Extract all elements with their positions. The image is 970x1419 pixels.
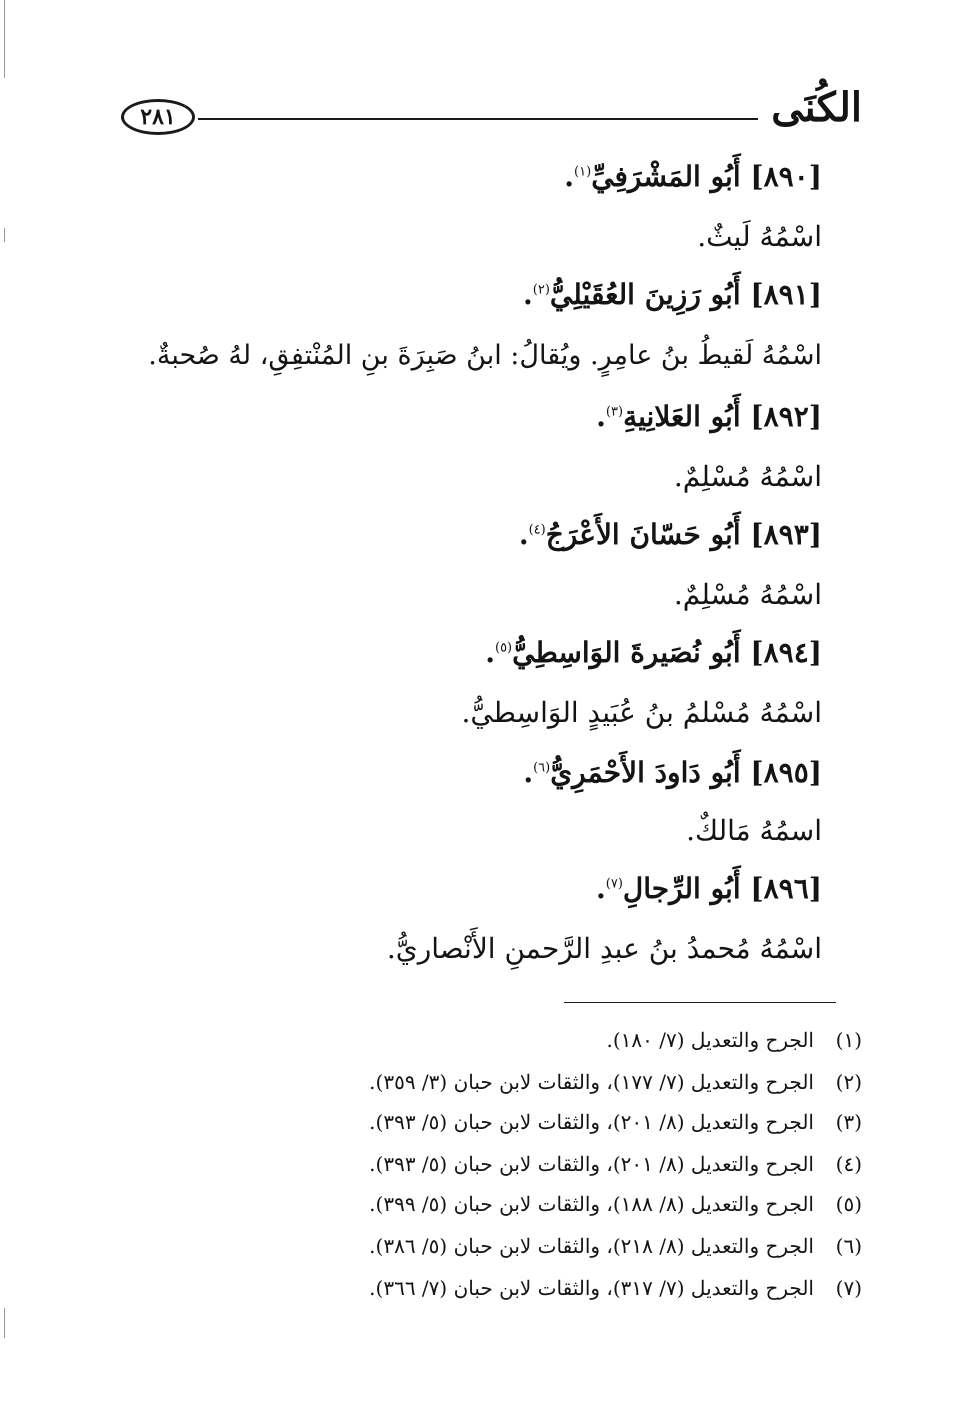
entry-body: اسْمُهُ مُسْلمُ بنُ عُبَيدٍ الوَاسِطيُّ.	[461, 696, 822, 729]
entry-heading-end: .	[564, 160, 575, 193]
entry-body: اسْمُهُ مُسْلِمٌ.	[673, 578, 822, 611]
entry-heading-end: .	[518, 518, 529, 551]
entry-heading	[523, 278, 822, 312]
entry-heading-text: [٨٩٤] أَبُو نُصَيرةَ الوَاسِطِيُّ	[512, 636, 822, 669]
footnote	[369, 1276, 862, 1300]
entry-body: اسْمُهُ لَيثٌ.	[697, 220, 822, 253]
footnote-number: (٦)	[835, 1234, 862, 1258]
footnote-ref: (٤)	[528, 522, 546, 538]
entry-heading	[485, 636, 822, 670]
footnote-number: (٣)	[835, 1110, 862, 1134]
footnote-ref: (٦)	[533, 760, 551, 776]
footnote-text: الجرح والتعديل (٧/ ١٨٠).	[606, 1028, 814, 1052]
footnote-text: الجرح والتعديل (٨/ ١٨٨)، والثقات لابن حبان (٥/ ٣٩٩).	[369, 1192, 814, 1216]
footnote-ref: (٢)	[532, 282, 550, 298]
footnote	[607, 1028, 863, 1052]
page-number-badge	[121, 99, 195, 135]
footnote-number: (٧)	[835, 1276, 862, 1300]
footnote-text: الجرح والتعديل (٨/ ٢٠١)، والثقات لابن حبان (٥/ ٣٩٣).	[369, 1152, 814, 1176]
footnote-number: (١)	[835, 1028, 862, 1052]
entry-heading-text: [٨٩٠] أَبُو المَشْرَفِيِّ	[591, 160, 822, 193]
footnote	[369, 1110, 862, 1134]
entry-heading	[564, 160, 822, 194]
entry-heading-text: [٨٩٣] أَبُو حَسّانَ الأَعْرَجُ	[545, 518, 822, 551]
footnote	[369, 1192, 862, 1216]
footnote-number: (٥)	[835, 1192, 862, 1216]
entry-heading-end: .	[485, 636, 495, 669]
entry-body: اسمُهُ مَالكٌ.	[686, 814, 822, 847]
entry-heading-end: .	[523, 278, 533, 311]
entry-heading	[519, 518, 822, 552]
entry-body: اسْمُهُ مُحمدُ بنُ عبدِ الرَّحمنِ الأَنْصاريُّ.	[386, 932, 822, 965]
footnote	[369, 1070, 862, 1094]
footnote-number: (٤)	[835, 1152, 862, 1176]
entry-heading-end: .	[523, 756, 534, 789]
entry-heading-end: .	[596, 400, 606, 433]
entry-body: اسْمُهُ مُسْلِمٌ.	[673, 460, 822, 493]
scan-edge-mark	[4, 0, 5, 78]
page-number: ٢٨١	[140, 104, 176, 130]
entry-heading-text: [٨٩٥] أَبُو دَاودَ الأَحْمَرِيُّ	[550, 756, 822, 789]
footnote-ref: (٥)	[494, 640, 513, 656]
scan-edge-mark	[4, 1308, 5, 1338]
footnote-number: (٢)	[835, 1070, 862, 1094]
footnote-separator	[564, 1002, 836, 1003]
entry-body: اسْمُهُ لَقيطُ بنُ عامِرٍ. ويُقالُ: ابنُ صَبِرَةَ بنِ المُنْتفِقِ، لهُ صُحبةٌ.	[148, 340, 822, 371]
footnote-ref: (١)	[574, 164, 592, 180]
scan-edge-mark	[4, 228, 5, 242]
running-header-title: الكُنَى	[771, 84, 862, 131]
entry-heading-text: [٨٩١] أَبُو رَزِينَ العُقَيْلِيُّ	[549, 278, 822, 311]
footnote-ref: (٣)	[605, 404, 624, 420]
footnote-text: الجرح والتعديل (٨/ ٢١٨)، والثقات لابن حبان (٥/ ٣٨٦).	[369, 1234, 814, 1258]
footnote-text: الجرح والتعديل (٧/ ١٧٧)، والثقات لابن حبان (٣/ ٣٥٩).	[369, 1070, 814, 1094]
entry-heading	[596, 400, 822, 434]
entry-heading-text: [٨٩٦] أَبُو الرِّجالِ	[622, 872, 822, 905]
footnote-ref: (٧)	[605, 876, 623, 892]
footnote-text: الجرح والتعديل (٨/ ٢٠١)، والثقات لابن حبان (٥/ ٣٩٣).	[369, 1110, 814, 1134]
footnote-text: الجرح والتعديل (٧/ ٣١٧)، والثقات لابن حبان (٧/ ٣٦٦).	[369, 1276, 814, 1300]
entry-heading-text: [٨٩٢] أَبُو العَلانِيةِ	[623, 400, 822, 433]
entry-heading	[523, 756, 822, 790]
entry-heading	[596, 872, 822, 906]
header-rule	[198, 118, 758, 120]
footnote	[369, 1234, 862, 1258]
footnote	[369, 1152, 862, 1176]
entry-heading-end: .	[596, 872, 606, 905]
